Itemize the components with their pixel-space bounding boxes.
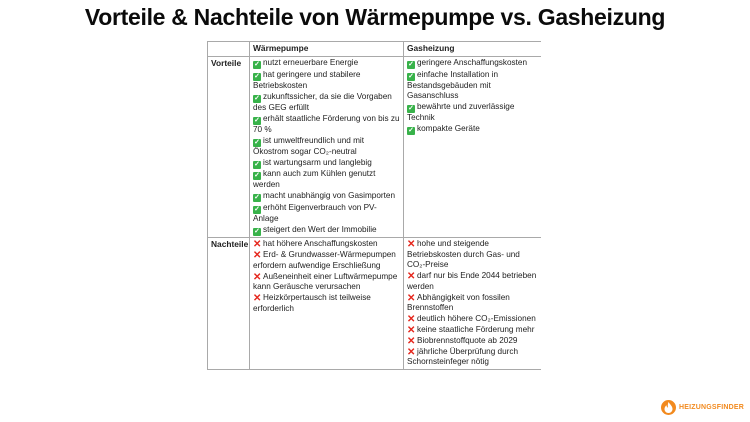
- cross-icon: ✕: [253, 239, 262, 251]
- cell-gasheizung: [404, 57, 542, 238]
- list-item-text: erhöht Eigenverbrauch von PV-Anlage: [253, 202, 377, 223]
- brand-logo: [661, 398, 744, 416]
- header-empty: [208, 42, 250, 57]
- list-item: [253, 203, 400, 224]
- check-icon: ✓: [408, 72, 414, 80]
- list-item-text: ist wartungsarm und langlebig: [263, 157, 372, 167]
- list-item: [253, 169, 400, 190]
- list-item: [253, 239, 400, 249]
- list-item: [253, 158, 400, 169]
- list-item-text: zukunftssicher, da sie die Vorgaben des GEG erfüllt: [253, 91, 392, 112]
- list-item-text: bewährte und zuverlässige Technik: [407, 102, 515, 122]
- check-icon: ✓: [254, 116, 260, 124]
- list-item: [253, 191, 400, 202]
- list-item-text: jährliche Überprüfung durch Schornsteinfeger nötig: [407, 347, 519, 367]
- list-item: [253, 58, 400, 69]
- list-item-text: ist umweltfreundlich und mit Ökostrom sogar CO₂-neutral: [253, 135, 365, 156]
- cross-icon: ✕: [407, 336, 416, 347]
- table-row: [208, 57, 542, 238]
- list-item: [407, 325, 538, 335]
- cross-icon: ✕: [253, 271, 262, 283]
- cell-waermepumpe: [250, 57, 404, 238]
- check-icon: ✓: [254, 138, 260, 146]
- check-icon: ✓: [254, 61, 260, 68]
- list-item: [407, 293, 538, 314]
- list-item-text: einfache Installation in Bestandsgebäuden mit Gasanschluss: [407, 69, 499, 100]
- cross-icon: ✕: [407, 347, 416, 358]
- table-header-row: [208, 42, 542, 57]
- cross-icon: ✕: [407, 271, 416, 283]
- list-item: [407, 271, 538, 292]
- flame-icon: [661, 400, 676, 415]
- list-item: [253, 225, 400, 236]
- comparison-table: [207, 41, 541, 370]
- list-item: [253, 92, 400, 113]
- cell-waermepumpe: [250, 238, 404, 370]
- check-icon: ✓: [254, 194, 260, 202]
- list-item-text: keine staatliche Förderung mehr: [417, 325, 535, 334]
- header-waermepumpe: Wärmepumpe: [250, 42, 404, 57]
- list-item: [253, 272, 400, 293]
- check-icon: ✓: [254, 72, 260, 80]
- cross-icon: ✕: [253, 293, 262, 305]
- cross-icon: ✕: [407, 314, 416, 325]
- check-icon: ✓: [254, 172, 260, 180]
- check-icon: ✓: [254, 94, 260, 102]
- list-item: [407, 239, 538, 270]
- check-icon: ✓: [254, 227, 260, 235]
- list-item: [407, 124, 538, 135]
- list-item: [407, 102, 538, 123]
- cross-icon: ✕: [407, 325, 416, 336]
- list-item: [253, 136, 400, 157]
- list-item-text: deutlich höhere CO₂-Emissionen: [417, 314, 536, 323]
- cross-icon: ✕: [407, 239, 416, 251]
- list-item-text: steigert den Wert der Immobilie: [263, 224, 377, 234]
- comparison-document: [207, 41, 541, 413]
- list-item: [253, 114, 400, 135]
- list-item-text: geringere Anschaffungskosten: [417, 58, 528, 67]
- list-item-text: Biobrennstoffquote ab 2029: [417, 336, 518, 345]
- list-item: [253, 250, 400, 271]
- header-gasheizung: Gasheizung: [404, 42, 542, 57]
- list-item-text: Erd- & Grundwasser-Wärmepumpen erfordern aufwendige Erschließung: [253, 250, 396, 270]
- list-item: [407, 58, 538, 69]
- list-item-text: Abhängigkeit von fossilen Brennstoffen: [407, 292, 510, 312]
- list-item-text: darf nur bis Ende 2044 betrieben werden: [407, 271, 537, 291]
- list-item-text: erhält staatliche Förderung von bis zu 70 %: [253, 113, 400, 134]
- check-icon: ✓: [408, 61, 414, 68]
- row-label: Vorteile: [208, 57, 250, 238]
- list-item-text: kompakte Geräte: [417, 124, 480, 133]
- cross-icon: ✕: [253, 250, 262, 262]
- cross-icon: ✕: [407, 292, 416, 304]
- row-label: Nachteile: [208, 238, 250, 370]
- list-item-text: macht unabhängig von Gasimporten: [263, 191, 395, 201]
- list-item-text: hat höhere Anschaffungskosten: [263, 239, 378, 249]
- list-item-text: hat geringere und stabilere Betriebskosten: [253, 69, 361, 90]
- check-icon: ✓: [254, 160, 260, 168]
- list-item-text: Heizkörpertausch ist teilweise erforderlich: [253, 293, 371, 313]
- list-item: [407, 336, 538, 346]
- brand-name: HEIZUNGSFINDER: [679, 403, 745, 411]
- check-icon: ✓: [408, 105, 414, 112]
- list-item-text: nutzt erneuerbare Energie: [263, 58, 359, 67]
- page-title: Vorteile & Nachteile von Wärmepumpe vs. Gasheizung: [84, 4, 666, 30]
- list-item: [253, 293, 400, 314]
- list-item-text: hohe und steigende Betriebskosten durch Gas- und CO₂-Preise: [407, 239, 520, 270]
- list-item: [407, 347, 538, 368]
- list-item: [407, 314, 538, 324]
- cell-gasheizung: [404, 238, 542, 370]
- table-row: [208, 238, 542, 370]
- list-item-text: Außeneinheit einer Luftwärmepumpe kann Geräusche verursachen: [253, 271, 398, 292]
- list-item: [253, 70, 400, 91]
- check-icon: ✓: [408, 127, 414, 134]
- list-item: [407, 70, 538, 102]
- check-icon: ✓: [254, 205, 260, 213]
- list-item-text: kann auch zum Kühlen genutzt werden: [253, 169, 376, 190]
